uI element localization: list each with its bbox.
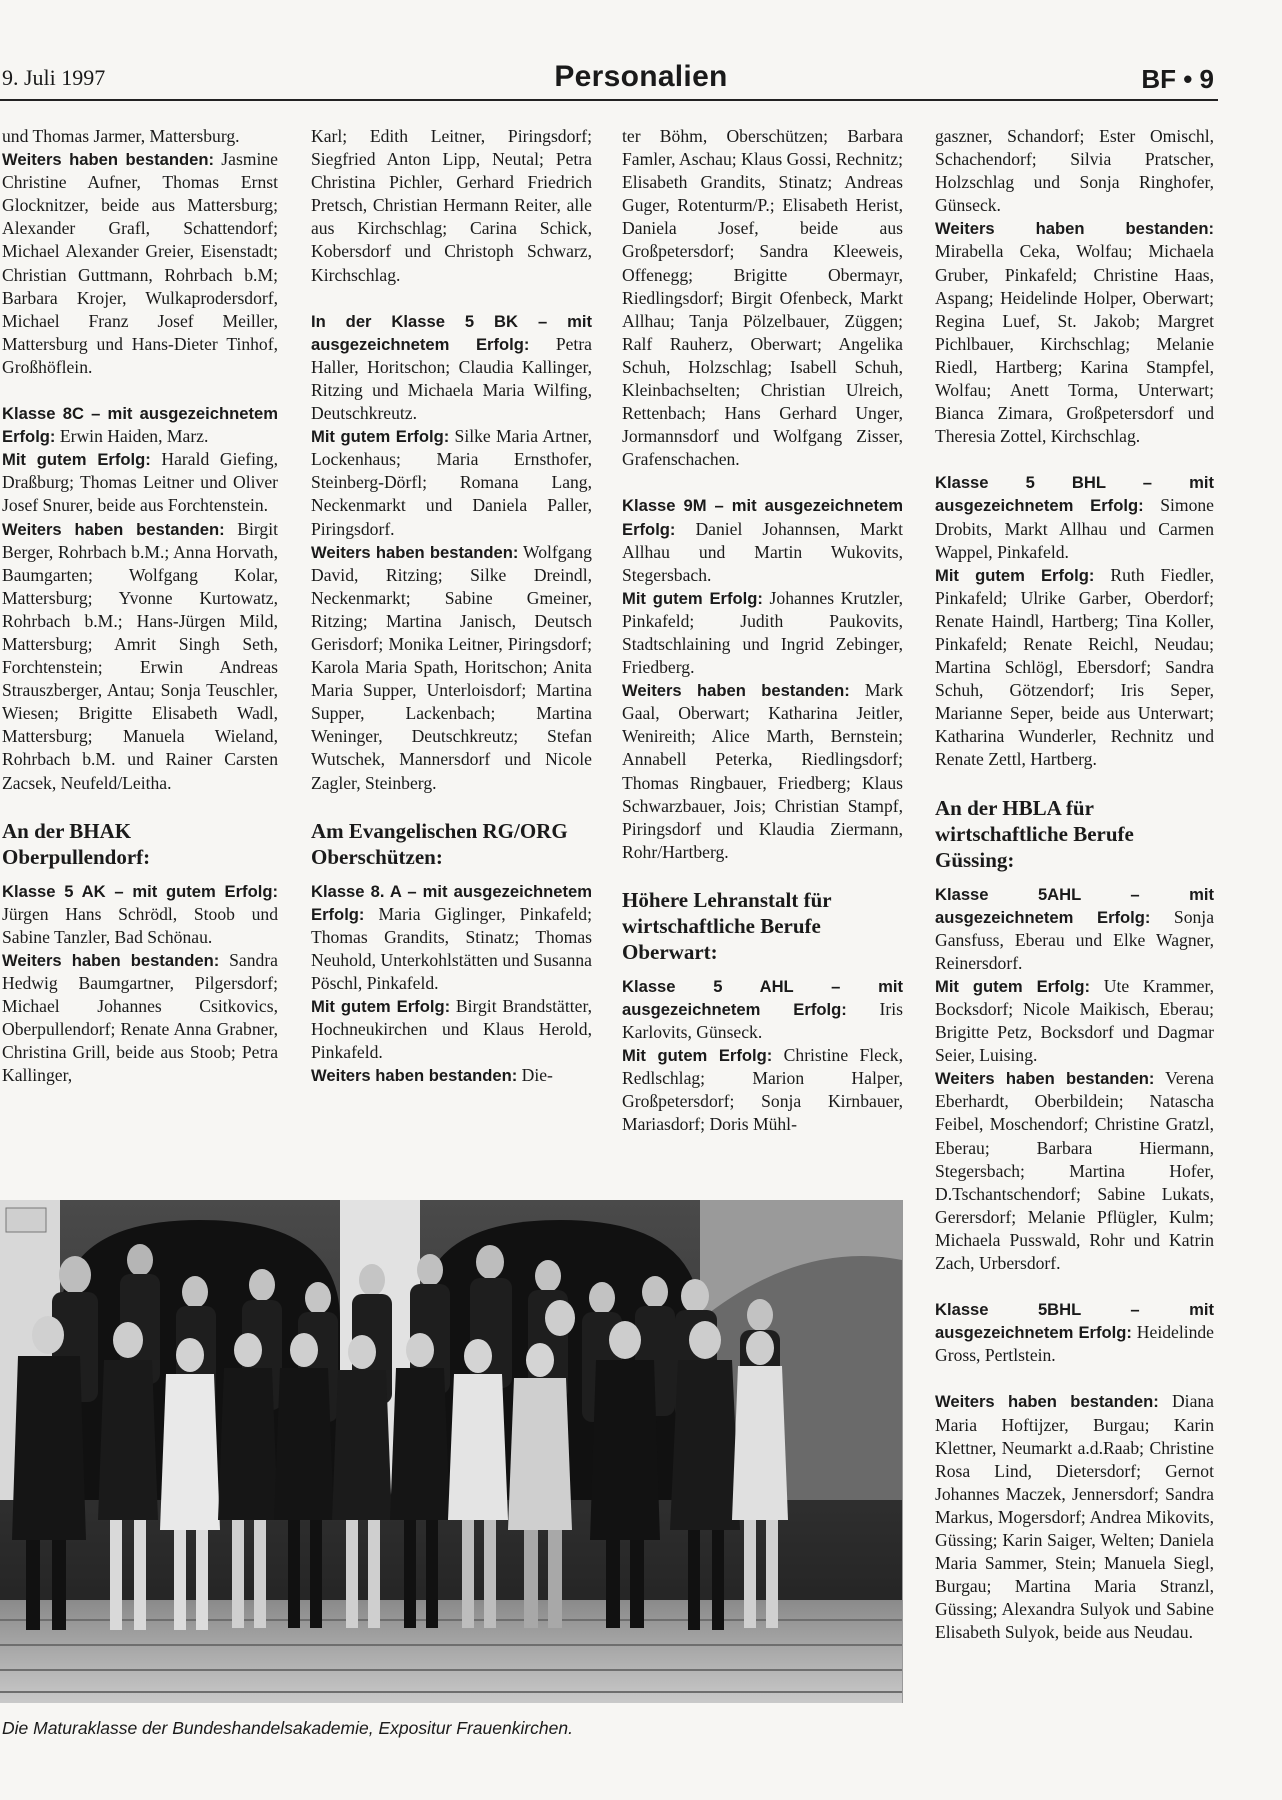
- school-heading: An der HBLA für wirtschaftliche Berufe Güssing:: [935, 795, 1134, 872]
- name-list: Erwin Haiden, Marz.: [55, 426, 209, 447]
- page-header: [0, 0, 1282, 100]
- name-list: Silke Maria Artner, Lockenhaus; Maria Ernsthofer, Steinberg-Dörfl; Romana Lang, Neckenmarkt und Daniela Paller, Piringsdorf.: [311, 426, 592, 539]
- name-list: Mark Gaal, Oberwart; Katharina Jeitler, Wenireith; Alice Marth, Bernstein; Annabell Peterka, Riedlingsdorf; Thomas Ringbauer, Friedberg; Klaus Schwarzbauer, Jois; Christian Stampf, Piringsdorf und Klaudia Ziermann, Rohr/Hartberg.: [622, 680, 903, 862]
- school-heading: Höhere Lehranstalt für wirtschaftliche Berufe Oberwart:: [622, 887, 832, 964]
- paragraph: [935, 1067, 1214, 1275]
- paragraph: [2, 949, 278, 1088]
- class-photo: [0, 1200, 903, 1703]
- name-list: Sandra Hedwig Baumgartner, Pilgersdorf; Michael Johannes Csitkovics, Oberpullendorf; Renate Anna Grabner, Christina Grill, beide aus Stoob; Petra Kallinger,: [2, 949, 278, 1086]
- paragraph: und Thomas Jarmer, Mattersburg.: [2, 126, 240, 146]
- name-list: Die-: [517, 1065, 553, 1086]
- paragraph: [622, 975, 903, 1044]
- name-list: Ute Krammer, Bocksdorf; Nicole Maikisch, Eberau; Brigitte Petz, Bocksdorf und Dagmar Seier, Luising.: [935, 975, 1214, 1066]
- name-list: Iris Karlovits, Günseck.: [622, 999, 903, 1043]
- paragraph: [311, 1064, 592, 1087]
- paragraph: [935, 883, 1214, 975]
- result-label: Mit gutem Erfolg:: [311, 997, 451, 1017]
- result-label: Weiters haben bestanden:: [935, 219, 1214, 239]
- photo-caption: Die Maturaklasse der Bundeshandelsakademie, Expositur Frauenkirchen.: [2, 1718, 573, 1738]
- name-list: Johannes Krutzler, Pinkafeld; Judith Paukovits, Stadtschlaining und Ingrid Zebinger, Friedberg.: [622, 587, 903, 678]
- name-list: Birgit Brandstätter, Hochneukirchen und Klaus Herold, Pinkafeld.: [311, 996, 593, 1063]
- column-3: [622, 125, 903, 1137]
- paragraph: [311, 995, 592, 1064]
- name-list: Ruth Fiedler, Pinkafeld; Ulrike Garber, Oberdorf; Renate Haindl, Hartberg; Tina Koller, Pinkafeld; Renate Reichl, Neudau; Martina Schlögl, Ebersdorf; Sandra Schuh, Götzendorf; Iris Seper, Marianne Seper, beide aus Unterwart; Katharina Wunderler, Rechnitz und Renate Zettl, Hartberg.: [935, 564, 1214, 770]
- header-rule: [0, 99, 1218, 101]
- paragraph: [311, 310, 592, 425]
- class-label: Klasse 8. A – mit ausgezeichnetem Erfolg:: [311, 881, 592, 924]
- result-label: Weiters haben bestanden:: [2, 950, 220, 970]
- name-list: Jürgen Hans Schrödl, Stoob und Sabine Tanzler, Bad Schönau.: [2, 903, 278, 947]
- paragraph: [935, 564, 1214, 772]
- paragraph: [2, 448, 278, 517]
- name-list: Wolfgang David, Ritzing; Silke Dreindl, Neckenmarkt; Sabine Gmeiner, Ritzing; Martina Janisch, Deutsch Gerisdorf; Monika Leitner, Piringsdorf; Karola Maria Spath, Horitschon; Anita Maria Supper, Unterloisdorf; Martina Supper, Lackenbach; Martina Weninger, Deutschkreutz; Stefan Wutschek, Mannersdorf und Nicole Zagler, Steinberg.: [311, 541, 592, 793]
- result-label: Weiters haben bestanden:: [2, 150, 215, 170]
- page-number: BF • 9: [1141, 64, 1214, 94]
- name-list: Heidelinde Gross, Pertlstein.: [935, 1322, 1214, 1366]
- class-label: Klasse 5AHL – mit ausgezeichnetem Erfolg:: [935, 884, 1214, 927]
- class-label: Klasse 5 BHL – mit ausgezeichnetem Erfolg:: [935, 473, 1214, 516]
- name-list: Christine Fleck, Redlschlag; Marion Halper, Großpetersdorf; Sonja Kirnbauer, Mariasdorf; Doris Mühl-: [622, 1045, 903, 1135]
- paragraph: [935, 1298, 1214, 1367]
- name-list: Daniel Johannsen, Markt Allhau und Martin Wukovits, Stegersbach.: [622, 518, 903, 585]
- name-list: Sonja Gansfuss, Eberau und Elke Wagner, Reinersdorf.: [935, 906, 1214, 973]
- paragraph: [935, 975, 1214, 1067]
- result-label: Weiters haben bestanden:: [935, 1069, 1155, 1089]
- paragraph: [622, 587, 903, 679]
- result-label: Mit gutem Erfolg:: [622, 588, 763, 608]
- result-label: Weiters haben bestanden:: [935, 1392, 1159, 1412]
- class-label: Klasse 5 AHL – mit ausgezeichnetem Erfolg:: [622, 976, 903, 1019]
- result-label: Weiters haben bestanden:: [622, 681, 850, 701]
- paragraph: [622, 679, 903, 864]
- name-list: Mirabella Ceka, Wolfau; Michaela Gruber, Pinkafeld; Christine Haas, Aspang; Heidelinde Holper, Oberwart; Regina Luef, St. Jakob; Margret Pichlbauer, Kirchschlag; Melanie Riedl, Hartberg; Karina Stampfel, Wolfau; Anett Torma, Unterwart; Bianca Zimara, Großpetersdorf und Theresia Zottel, Kirchschlag.: [935, 241, 1214, 447]
- issue-date: 9. Juli 1997: [2, 65, 106, 90]
- result-label: Mit gutem Erfolg:: [2, 450, 151, 470]
- class-label: Klasse 9M – mit ausgezeichnetem Erfolg:: [622, 496, 903, 539]
- paragraph: [622, 494, 903, 586]
- paragraph: [935, 217, 1214, 448]
- result-label: Mit gutem Erfolg:: [935, 565, 1095, 585]
- class-label: Klasse 5 AK – mit gutem Erfolg:: [2, 881, 278, 901]
- column-1: [2, 125, 278, 1087]
- name-list: Jasmine Christine Aufner, Thomas Ernst Glocknitzer, beide aus Mattersburg; Alexander Grafl, Schattendorf; Michael Alexander Greier, Eisenstadt; Christian Guttmann, Rohrbach b.M; Barbara Krojer, Wulkaprodersdorf, Michael Franz Josef Meiller, Mattersburg und Hans-Dieter Tinhof, Großhöflein.: [2, 149, 278, 377]
- paragraph: [311, 880, 592, 995]
- paragraph: [311, 541, 592, 795]
- school-heading: Am Evangelischen RG/ORG Oberschützen:: [311, 818, 568, 869]
- result-label: Mit gutem Erfolg:: [935, 976, 1091, 996]
- result-label: Mit gutem Erfolg:: [311, 427, 450, 447]
- paragraph: [935, 471, 1214, 563]
- paragraph: [935, 1390, 1214, 1644]
- result-label: Mit gutem Erfolg:: [622, 1046, 773, 1066]
- paragraph: [2, 880, 278, 949]
- class-photo-image: [0, 1200, 902, 1703]
- name-list: Petra Haller, Horitschon; Claudia Kallinger, Ritzing und Michaela Maria Wilfing, Deutschkreutz.: [311, 333, 592, 424]
- paragraph: [2, 402, 278, 448]
- paragraph: [622, 1044, 903, 1136]
- result-label: Weiters haben bestanden:: [2, 519, 225, 539]
- column-2: [311, 125, 592, 1087]
- name-list: Simone Drobits, Markt Allhau und Carmen Wappel, Pinkafeld.: [935, 495, 1214, 562]
- name-list: Verena Eberhardt, Oberbildein; Natascha Feibel, Moschendorf; Christine Gratzl, Eberau; Barbara Hiermann, Stegersbach; Martina Hofer, D.Tschantschendorf; Sabine Lukats, Gerersdorf; Melanie Pflügler, Kulm; Michaela Pusswald, Rohr und Katrin Zach, Urbersdorf.: [935, 1068, 1214, 1274]
- name-list: Harald Giefing, Draßburg; Thomas Leitner und Oliver Josef Snurer, beide aus Forchtenstein.: [2, 449, 279, 516]
- class-label: Klasse 5BHL – mit ausgezeichnetem Erfolg:: [935, 1300, 1214, 1343]
- name-list: Maria Giglinger, Pinkafeld; Thomas Grandits, Stinatz; Thomas Neuhold, Unterkohlstätten und Susanna Pöschl, Pinkafeld.: [311, 903, 592, 993]
- name-list: Birgit Berger, Rohrbach b.M.; Anna Horvath, Baumgarten; Wolfgang Kolar, Mattersburg; Yvonne Kurtowatz, Rohrbach b.M.; Hans-Jürgen Mild, Mattersburg; Amrit Singh Seth, Forchtenstein; Erwin Andreas Strauszberger, Antau; Sonja Teuschler, Wiesen; Brigitte Elisabeth Wadl, Mattersburg; Manuela Wieland, Rohrbach b.M. und Rainer Carsten Zacsek, Neufeld/Leitha.: [2, 518, 278, 793]
- result-label: Weiters haben bestanden:: [311, 1066, 518, 1086]
- section-title: Personalien: [554, 60, 728, 93]
- name-list: Diana Maria Hoftijzer, Burgau; Karin Klettner, Neumarkt a.d.Raab; Christine Rosa Lind, Dietersdorf; Gernot Johannes Maczek, Jennersdorf; Sandra Markus, Mogersdorf; Andrea Mikovits, Güssing; Karin Saiger, Welten; Daniela Maria Sammer, Stein; Manuela Siegl, Burgau; Martina Maria Stranzl, Güssing; Alexandra Sulyok und Sabine Elisabeth Sulyok, beide aus Neudau.: [935, 1391, 1214, 1643]
- paragraph: Karl; Edith Leitner, Piringsdorf; Siegfried Anton Lipp, Neutal; Petra Christina Pichler, Gerhard Friedrich Pretsch, Christian Hermann Reiter, alle aus Kirchschlag; Carina Schick, Kobersdorf und Christoph Schwarz, Kirchschlag.: [311, 126, 592, 285]
- class-label: In der Klasse 5 BK – mit ausgezeichnetem Erfolg:: [311, 311, 592, 354]
- paragraph: [2, 148, 278, 379]
- paragraph: [2, 518, 278, 795]
- paragraph: ter Böhm, Oberschützen; Barbara Famler, Aschau; Klaus Gossi, Rechnitz; Elisabeth Grandits, Stinatz; Andreas Guger, Rotenturm/P.; Elisabeth Herist, Daniela Josef, beide aus Großpetersdorf; Sandra Kleeweis, Offenegg; Brigitte Obermayr, Riedlingsdorf; Birgit Ofenbeck, Markt Allhau; Tanja Pölzelbauer, Züggen; Ralf Rauherz, Oberwart; Angelika Schuh, Holzschlag; Isabell Schuh, Kleinbachselten; Christian Ulreich, Rettenbach; Hans Gerhard Unger, Jormannsdorf und Wolfgang Zisser, Grafenschachen.: [622, 126, 903, 470]
- result-label: Weiters haben bestanden:: [311, 542, 519, 562]
- paragraph: [311, 425, 592, 540]
- school-heading: An der BHAK Oberpullendorf:: [2, 818, 151, 869]
- paragraph: gaszner, Schandorf; Ester Omischl, Schachendorf; Silvia Pratscher, Holzschlag und Sonja Ringhofer, Günseck.: [935, 126, 1214, 216]
- column-4: [935, 125, 1214, 1644]
- class-label: Klasse 8C – mit ausgezeichnetem Erfolg:: [2, 404, 278, 447]
